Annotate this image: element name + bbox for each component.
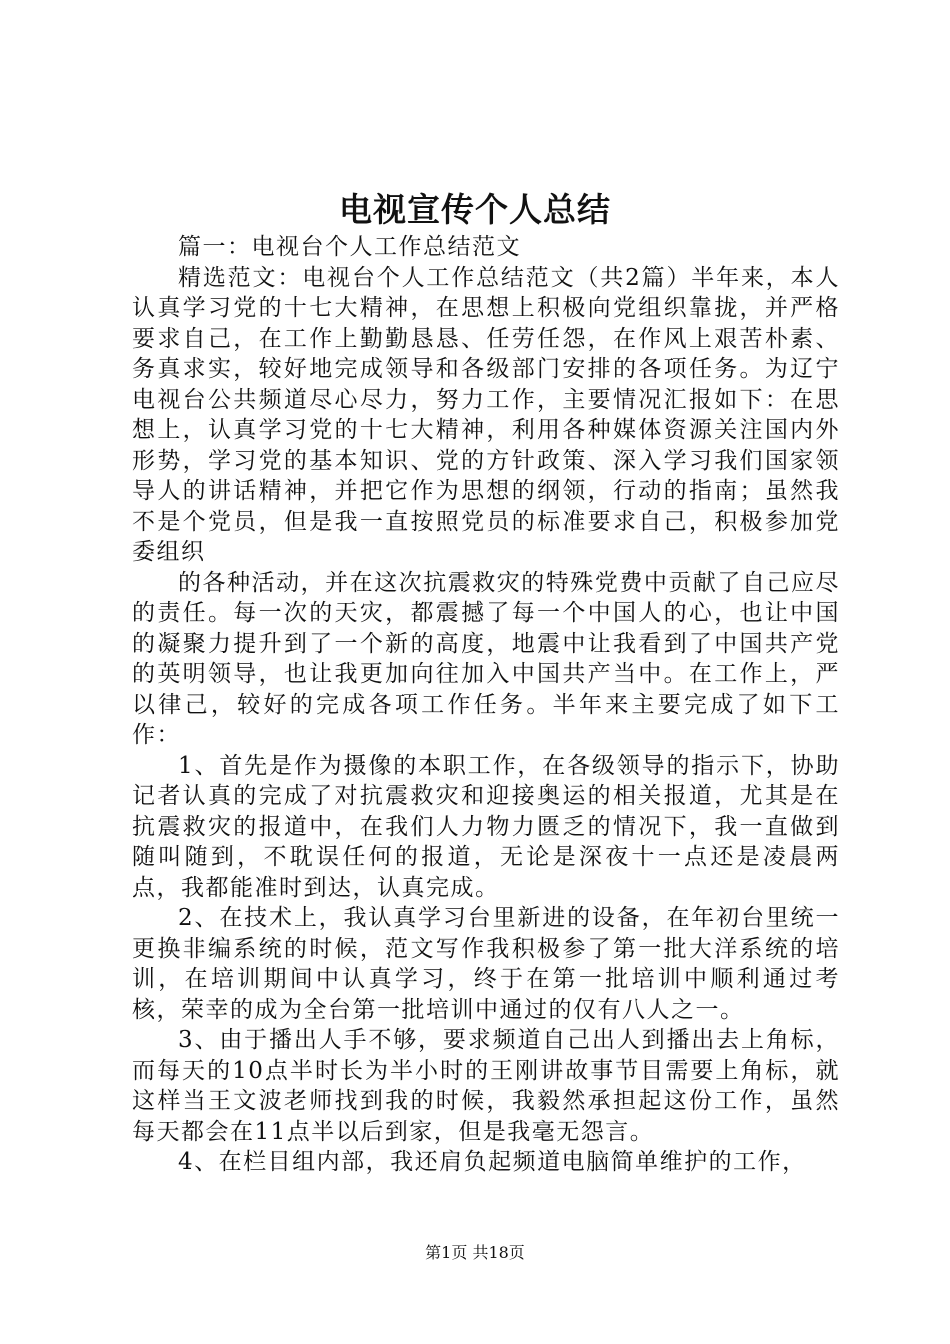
paragraph-item-1: 1、首先是作为摄像的本职工作，在各级领导的指示下，协助记者认真的完成了对抗震救灾和迎接奥运的相关报道，尤其是在抗震救灾的报道中，在我们人力物力匮乏的情况下，我一直做到随叫随到，不耽误任何的报道，无论是深夜十一点还是凌晨两点，我都能准时到达，认真完成。 [132, 752, 840, 901]
paragraph-intro: 精选范文：电视台个人工作总结范文（共2篇）半年来，本人认真学习党的十七大精神，在思想上积极向党组织靠拢，并严格要求自己，在工作上勤勤恳恳、任劳任怨，在作风上艰苦朴素、务真求实，较好地完成领导和各级部门安排的各项任务。为辽宁电视台公共频道尽心尽力，努力工作，主要情况汇报如下：在思想上，认真学习党的十七大精神，利用各种媒体资源关注国内外形势，学习党的基本知识、党的方针政策、深入学习我们国家领导人的讲话精神，并把它作为思想的纲领，行动的指南；虽然我不是个党员，但是我一直按照党员的标准要求自己，积极参加党委组织 [132, 264, 840, 565]
paragraph-section-heading: 篇一：电视台个人工作总结范文 [178, 234, 521, 260]
document-body [132, 232, 840, 1178]
document-title: 电视宣传个人总结 [339, 190, 611, 229]
paragraph-item-2: 2、在技术上，我认真学习台里新进的设备，在年初台里统一更换非编系统的时候，范文写作我积极参了第一批大洋系统的培训，在培训期间中认真学习，终于在第一批培训中顺利通过考核，荣幸的成为全台第一批培训中通过的仅有八人之一。 [132, 905, 840, 1023]
page-number-footer: 第1页 共18页 [425, 1243, 525, 1262]
paragraph-activities: 的各种活动，并在这次抗震救灾的特殊党费中贡献了自己应尽的责任。每一次的天灾，都震撼了每一个中国人的心，也让中国的凝聚力提升到了一个新的高度，地震中让我看到了中国共产党的英明领导，也让我更加向往加入中国共产当中。在工作上，严以律己，较好的完成各项工作任务。半年来主要完成了如下工作： [132, 569, 840, 748]
paragraph-item-4: 4、在栏目组内部，我还肩负起频道电脑简单维护的工作， [178, 1149, 807, 1175]
paragraph-item-3: 3、由于播出人手不够，要求频道自己出人到播出去上角标，而每天的10点半时长为半小时的王刚讲故事节目需要上角标，就这样当王文波老师找到我的时候，我毅然承担起这份工作，虽然每天都会在11点半以后到家，但是我毫无怨言。 [132, 1027, 840, 1145]
